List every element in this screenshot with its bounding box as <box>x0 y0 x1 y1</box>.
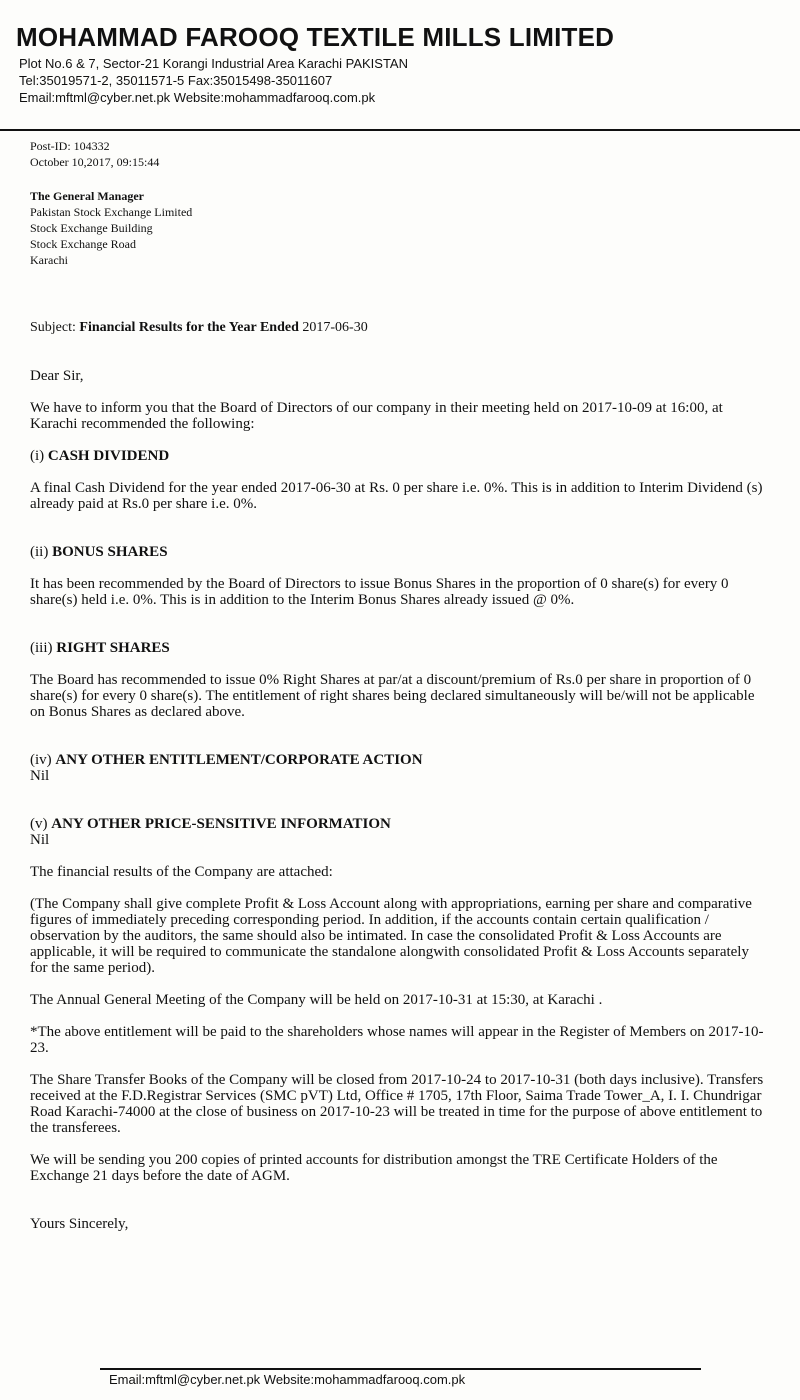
recipient-block <box>30 188 770 268</box>
entitlement-notice: *The above entitlement will be paid to the shareholders whose names will appear in the Register of Members on 2017-10-23. <box>30 1024 764 1056</box>
company-address: Plot No.6 & 7, Sector-21 Korangi Industrial Area Karachi PAKISTAN <box>19 56 408 71</box>
right-shares-text: The Board has recommended to issue 0% Right Shares at par/at a discount/premium of Rs.0 per share in proportion of 0 share(s) for every 0 share(s). The entitlement of right shares being declared simultaneously will be/will not be applicable on Bonus Shares as declared above. <box>30 672 755 720</box>
price-sensitive-text: Nil <box>30 832 50 848</box>
letterhead <box>0 0 800 131</box>
results-attached: The financial results of the Company are attached: <box>30 864 333 880</box>
recipient-line: Pakistan Stock Exchange Limited <box>30 205 193 219</box>
intro-paragraph: We have to inform you that the Board of Directors of our company in their meeting held on 2017-10-09 at 16:00, at Karachi recommended the following: <box>30 400 723 432</box>
subject-title: Financial Results for the Year Ended <box>79 320 299 335</box>
bonus-shares-heading <box>30 544 770 560</box>
company-contact: Email:mftml@cyber.net.pk Website:mohammadfarooq.com.pk <box>19 90 376 105</box>
section-number: (iv) <box>30 752 52 768</box>
other-entitlement-heading <box>30 752 770 768</box>
other-entitlement-text: Nil <box>30 768 50 784</box>
accounts-note: (The Company shall give complete Profit & Loss Account along with appropriations, earning per share and comparative figures of immediately preceding corresponding period. In addition, if the accounts contain certain qualification / observation by the auditors, the same should also be intimated. In case the consolidated Profit & Loss Accounts are applicable, it will be required to communicate the standalone alongwith consolidated Profit & Loss Accounts separately for the same period). <box>30 896 752 976</box>
right-shares-heading <box>30 640 770 656</box>
section-title: ANY OTHER ENTITLEMENT/CORPORATE ACTION <box>55 752 423 768</box>
subject-date: 2017-06-30 <box>302 320 368 335</box>
post-id: Post-ID: 104332 <box>30 139 110 153</box>
section-number: (i) <box>30 448 45 464</box>
section-title: RIGHT SHARES <box>56 640 170 656</box>
section-number: (ii) <box>30 544 49 560</box>
price-sensitive-heading <box>30 816 770 832</box>
recipient-line: Stock Exchange Building <box>30 221 153 235</box>
recipient-title: The General Manager <box>30 189 144 203</box>
subject-label: Subject: <box>30 320 76 335</box>
recipient-line: Karachi <box>30 253 68 267</box>
subject-line <box>30 320 770 336</box>
company-phone: Tel:35019571-2, 35011571-5 Fax:35015498-35011607 <box>19 73 333 88</box>
cash-dividend-text: A final Cash Dividend for the year ended 2017-06-30 at Rs. 0 per share i.e. 0%. This is in addition to Interim Dividend (s) already paid at Rs.0 per share i.e. 0%. <box>30 480 763 512</box>
post-datetime: October 10,2017, 09:15:44 <box>30 155 160 169</box>
footer-contact: Email:mftml@cyber.net.pk Website:mohammadfarooq.com.pk <box>109 1372 466 1387</box>
bonus-shares-text: It has been recommended by the Board of Directors to issue Bonus Shares in the proportion of 0 share(s) for every 0 share(s) held i.e. 0%. This is in addition to the Interim Bonus Shares already issued @ 0%. <box>30 576 729 608</box>
cash-dividend-heading <box>30 448 770 464</box>
closing: Yours Sincerely, <box>30 1216 129 1232</box>
agm-notice: The Annual General Meeting of the Company will be held on 2017-10-31 at 15:30, at Karachi . <box>30 992 603 1008</box>
company-name: MOHAMMAD FAROOQ TEXTILE MILLS LIMITED <box>16 22 615 52</box>
section-number: (v) <box>30 816 48 832</box>
salutation: Dear Sir, <box>30 368 84 384</box>
section-title: ANY OTHER PRICE-SENSITIVE INFORMATION <box>51 816 391 832</box>
recipient-line: Stock Exchange Road <box>30 237 136 251</box>
section-title: CASH DIVIDEND <box>47 448 170 464</box>
footer-divider <box>100 1368 701 1370</box>
printed-copies-notice: We will be sending you 200 copies of printed accounts for distribution amongst the TRE Certificate Holders of the Exchange 21 days before the date of AGM. <box>30 1152 718 1184</box>
share-transfer-notice: The Share Transfer Books of the Company will be closed from 2017-10-24 to 2017-10-31 (both days inclusive). Transfers received at the F.D.Registrar Services (SMC pVT) Ltd, Office # 1705, 17th Floor, Saima Trade Tower_A, I. I. Chundrigar Road Karachi-74000 at the close of business on 2017-10-23 will be treated in time for the purpose of above entitlement to the transferees. <box>30 1072 764 1136</box>
section-title: BONUS SHARES <box>52 544 168 560</box>
section-number: (iii) <box>30 640 53 656</box>
